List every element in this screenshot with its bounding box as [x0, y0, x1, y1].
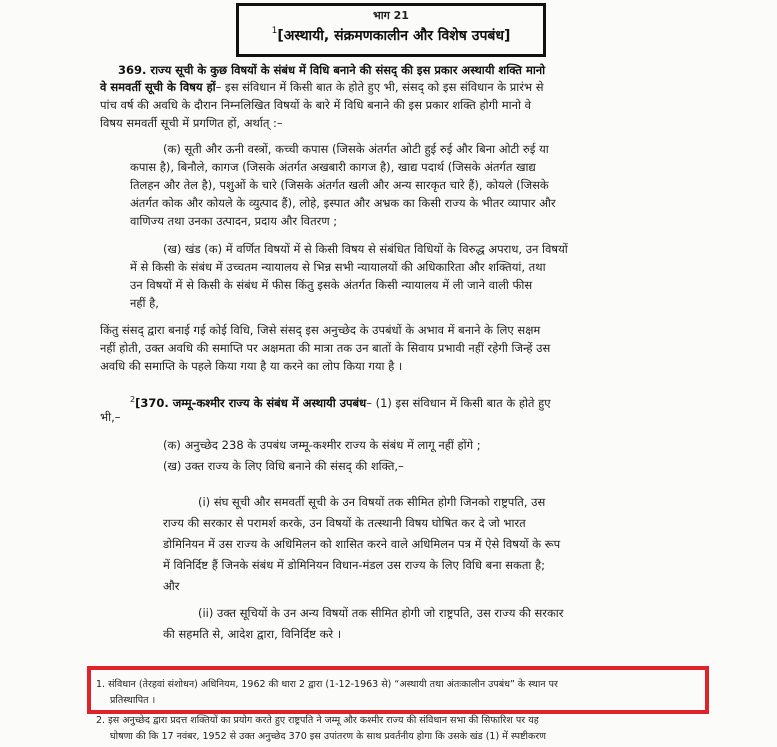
clause-b-line-1: (ख) खंड (क) में वर्णित विषयों में से किसी विषय से संबंधित विधियों के विरुद्ध अपराध, उन विषयों: [163, 242, 568, 256]
article-369-line-4: विषय समवर्ती सूची में प्रगणित हों, अर्थात् :–: [100, 116, 283, 130]
footnote-1-line-1: 1. संविधान (तेरहवां संशोधन) अधिनियम, 1962 की धारा 2 द्वारा (1-12-1963 से) “अस्थायी तथा अंतःकालीन उपबंध” के स्थान पर: [96, 679, 558, 690]
sub-clause-ii-line-1: (ii) उक्त सूचियों के उन अन्य विषयों तक सीमित होगी जो राष्ट्रपति, उस राज्य की सरकार: [198, 606, 564, 620]
clause-b-line-2: में से किसी के संबंध में उच्चतम न्यायालय से भिन्न सभी न्यायालयों की अधिकारिता और शक्तियां, तथा: [130, 260, 546, 274]
sub-clause-i-line-4: में विनिर्दिष्ट हैं जिनके संबंध में डोमिनियन विधान-मंडल उस राज्य के लिए विधि बना सकता है;: [163, 558, 545, 572]
sub-clause-i-line-2: राज्य की सरकार से परामर्श करके, उन विषयों के तत्स्थानी विषय घोषित कर दे जो भारत: [163, 516, 526, 530]
article-369-line-2-rest: – इस संविधान में किसी बात के होते हुए भी, संसद् को इस संविधान के प्रारंभ से: [215, 80, 544, 94]
proviso-line-3: अवधि की समाप्ति के पहले किया गया है या करने का लोप किया गया है ।: [100, 359, 403, 373]
part-title-text: [अस्थायी, संक्रमणकालीन और विशेष उपबंध]: [277, 28, 511, 44]
part-title: [239, 26, 543, 45]
footnote-marker-2: 2: [130, 395, 136, 404]
proviso-line-2: नहीं होती, उक्त अवधि की समाप्ति पर अक्षमता की मात्रा तक उन बातों के सिवाय प्रभावी नहीं रहेगी जिन्हें उस: [100, 341, 551, 355]
sub-clause-i-line-1: (i) संघ सूची और समवर्ती सूची के उन विषयों तक सीमित होगी जिनको राष्ट्रपति, उस: [198, 495, 546, 509]
article-370-heading-rest: – (1) इस संविधान में किसी बात के होते हुए: [366, 396, 551, 410]
footnote-1-line-2: प्रतिस्थापित ।: [110, 695, 156, 706]
clause-b-line-3: उन विषयों में से किसी के संबंध में फीस किंतु इसके अंतर्गत किसी न्यायालय में ली जाने वाली फीस: [130, 278, 533, 292]
sub-clause-i-line-5: और: [163, 579, 180, 593]
footnote-2-line-2: घोषणा की कि 17 नवंबर, 1952 से उक्त अनुच्छेद 370 इस उपांतरण के साथ प्रवर्तनीय होगा कि उसके खंड (1) में स्पष्टीकरण: [110, 731, 547, 742]
article-369-heading-cont: वे समवर्ती सूची के विषय हों: [100, 80, 216, 94]
footnote-marker-1: 1: [271, 26, 278, 36]
proviso-line-1: किंतु संसद् द्वारा बनाई गई कोई विधि, जिसे संसद् इस अनुच्छेद के उपबंधों के अभाव में बनाने के लिए सक्षम: [100, 323, 541, 337]
sub-clause-ii-line-2: की सहमति से, आदेश द्वारा, विनिर्दिष्ट करे ।: [163, 627, 342, 641]
article-370-heading-line: [130, 392, 551, 411]
clause-b-line-4: नहीं है,: [130, 296, 159, 310]
footnote-2-line-1: 2. इस अनुच्छेद द्वारा प्रदत्त शक्तियों का प्रयोग करते हुए राष्ट्रपति ने जम्मू और कश्मीर राज्य की संविधान सभा की सिफारिश पर यह: [96, 715, 539, 726]
article-370-heading: [370. जम्मू-कश्मीर राज्य के संबंध में अस्थायी उपबंध: [135, 396, 367, 410]
part-label: भाग 21: [373, 9, 409, 22]
clause-a-line-2: कपास है), बिनौले, कागज (जिसके अंतर्गत अखबारी कागज है), खाद्य पदार्थ (जिसके अंतर्गत खाद्य: [130, 160, 536, 174]
article-369-line-3: पांच वर्ष की अवधि के दौरान निम्नलिखित विषयों के बारे में विधि बनाने की इस प्रकार शक्ति होगी मानो वे: [100, 98, 531, 112]
clause-a-line-5: वाणिज्य तथा उनका उत्पादन, प्रदाय और वितरण ;: [130, 214, 338, 228]
article-369-heading: 369. राज्य सूची के कुछ विषयों के संबंध में विधि बनाने की संसद् की इस प्रकार अस्थायी शक्ति मानो: [118, 63, 546, 77]
article-370-clause-b: (ख) उक्त राज्य के लिए विधि बनाने की संसद् की शक्ति,–: [163, 459, 404, 473]
article-369-line-2: [100, 80, 543, 95]
clause-a-line-4: अंतर्गत कोक और कोयले के व्युत्पाद हैं), लोहे, इस्पात और अभ्रक का किसी राज्य के भीतर व्यापार और: [130, 196, 556, 210]
article-370-line-2: भी,–: [100, 410, 121, 424]
clause-a-line-1: (क) सूती और ऊनी वस्त्रों, कच्ची कपास (जिसके अंतर्गत ओटी हुई रुई और बिना ओटी रुई या: [163, 142, 549, 156]
article-370-clause-a: (क) अनुच्छेद 238 के उपबंध जम्मू-कश्मीर राज्य के संबंध में लागू नहीं होंगे ;: [163, 438, 481, 452]
sub-clause-i-line-3: डोमिनियन में उस राज्य के अधिमिलन को शासित करने वाले अधिमिलन पत्र में ऐसे विषयों के रूप: [163, 537, 561, 551]
clause-a-line-3: तिलहन और तेल है), पशुओं के चारे (जिसके अंतर्गत खली और अन्य सारकृत चारे हैं), कोयले (जिसके: [130, 178, 549, 192]
part-header-box: [236, 3, 546, 57]
